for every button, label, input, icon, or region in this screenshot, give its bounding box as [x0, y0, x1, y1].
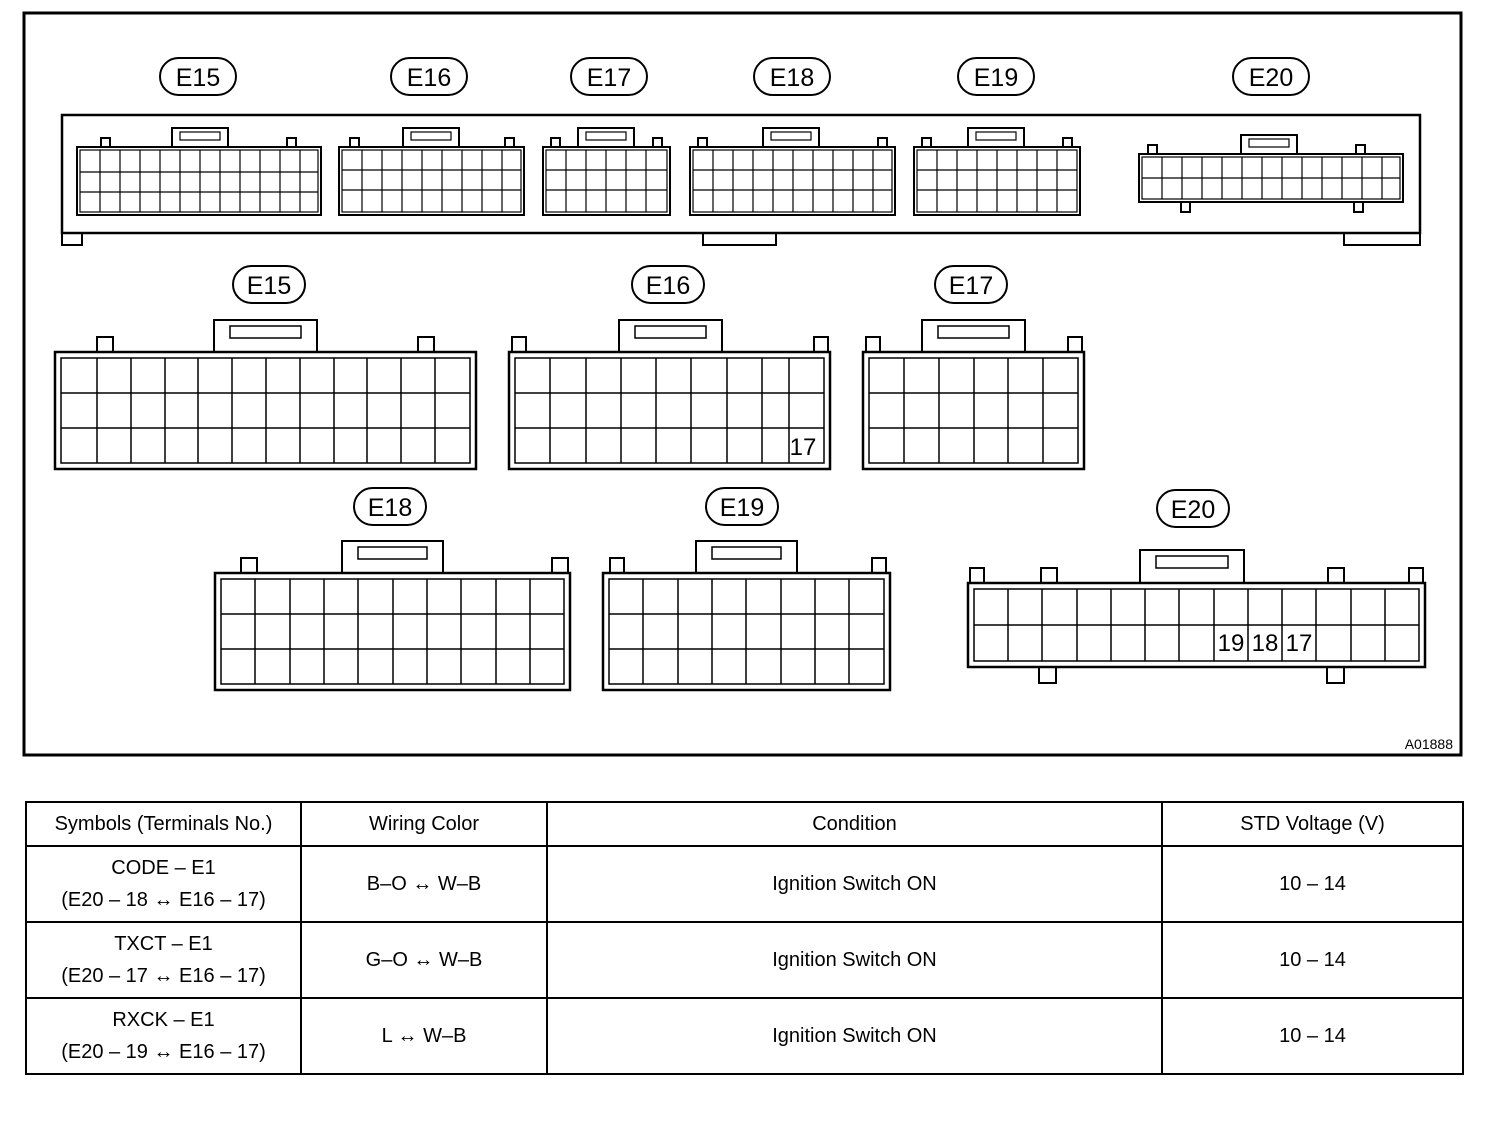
label-detail-e18	[354, 488, 426, 525]
symbol-terminals: (E20 – 19 ↔ E16 – 17)	[61, 1041, 266, 1063]
connector-top-e17	[543, 128, 670, 215]
condition-cell: Ignition Switch ON	[547, 998, 1162, 1074]
svg-text:E18: E18	[367, 494, 413, 522]
table-row	[26, 998, 1463, 1074]
table-row	[26, 846, 1463, 922]
ecu-body	[62, 115, 1420, 245]
condition-cell: Ignition Switch ON	[547, 846, 1162, 922]
svg-text:E20: E20	[1248, 64, 1294, 92]
svg-text:E17: E17	[586, 64, 632, 92]
voltage-cell: 10 – 14	[1162, 922, 1463, 998]
label-detail-e19	[706, 488, 778, 525]
connector-top-e19	[914, 128, 1080, 215]
svg-text:E19: E19	[719, 494, 765, 522]
terminal-label-e16-17: 17	[789, 434, 817, 461]
label-detail-e20	[1157, 490, 1229, 527]
svg-text:E17: E17	[948, 272, 994, 300]
symbol-cell	[26, 922, 301, 998]
svg-text:E16: E16	[406, 64, 452, 92]
label-detail-e15	[233, 266, 305, 303]
symbol-name: TXCT – E1	[114, 933, 213, 955]
connector-detail-e17	[863, 320, 1084, 469]
svg-text:E19: E19	[973, 64, 1019, 92]
label-top-e18	[754, 58, 830, 95]
label-top-e16	[391, 58, 467, 95]
svg-text:E15: E15	[175, 64, 221, 92]
diagram-frame	[24, 13, 1461, 755]
label-top-e20	[1233, 58, 1309, 95]
connector-top-e15	[77, 128, 321, 215]
label-top-e17	[571, 58, 647, 95]
symbol-terminals: (E20 – 18 ↔ E16 – 17)	[61, 889, 266, 911]
terminal-label-e20-17: 17	[1285, 630, 1313, 657]
connector-detail-e16	[509, 320, 830, 469]
connector-detail-e20	[968, 550, 1425, 683]
symbol-cell	[26, 846, 301, 922]
figure-code: A01888	[1404, 736, 1453, 752]
voltage-spec-table	[25, 801, 1464, 1075]
svg-text:E15: E15	[246, 272, 292, 300]
symbol-cell	[26, 998, 301, 1074]
connector-top-e18	[690, 128, 895, 215]
wiring-cell: B–O ↔ W–B	[301, 846, 547, 922]
symbol-terminals: (E20 – 17 ↔ E16 – 17)	[61, 965, 266, 987]
terminal-label-e20-19: 19	[1217, 630, 1245, 657]
condition-cell: Ignition Switch ON	[547, 922, 1162, 998]
voltage-cell: 10 – 14	[1162, 846, 1463, 922]
header-condition: Condition	[547, 802, 1162, 846]
terminal-label-e20-18: 18	[1251, 630, 1279, 657]
svg-text:E18: E18	[769, 64, 815, 92]
label-detail-e16	[632, 266, 704, 303]
symbol-name: RXCK – E1	[112, 1009, 215, 1031]
connector-top-e20	[1139, 135, 1403, 212]
header-symbols: Symbols (Terminals No.)	[26, 802, 301, 846]
svg-text:E20: E20	[1170, 496, 1216, 524]
symbol-name: CODE – E1	[111, 857, 216, 879]
svg-text:E16: E16	[645, 272, 691, 300]
connector-detail-e19	[603, 541, 890, 690]
voltage-cell: 10 – 14	[1162, 998, 1463, 1074]
table-row	[26, 922, 1463, 998]
label-detail-e17	[935, 266, 1007, 303]
header-std-voltage: STD Voltage (V)	[1162, 802, 1463, 846]
wiring-cell: G–O ↔ W–B	[301, 922, 547, 998]
wiring-cell: L ↔ W–B	[301, 998, 547, 1074]
label-top-e19	[958, 58, 1034, 95]
header-wiring-color: Wiring Color	[301, 802, 547, 846]
connector-top-e16	[339, 128, 524, 215]
table-header-row	[26, 802, 1463, 846]
connector-detail-e18	[215, 541, 570, 690]
connector-detail-e15	[55, 320, 476, 469]
label-top-e15	[160, 58, 236, 95]
